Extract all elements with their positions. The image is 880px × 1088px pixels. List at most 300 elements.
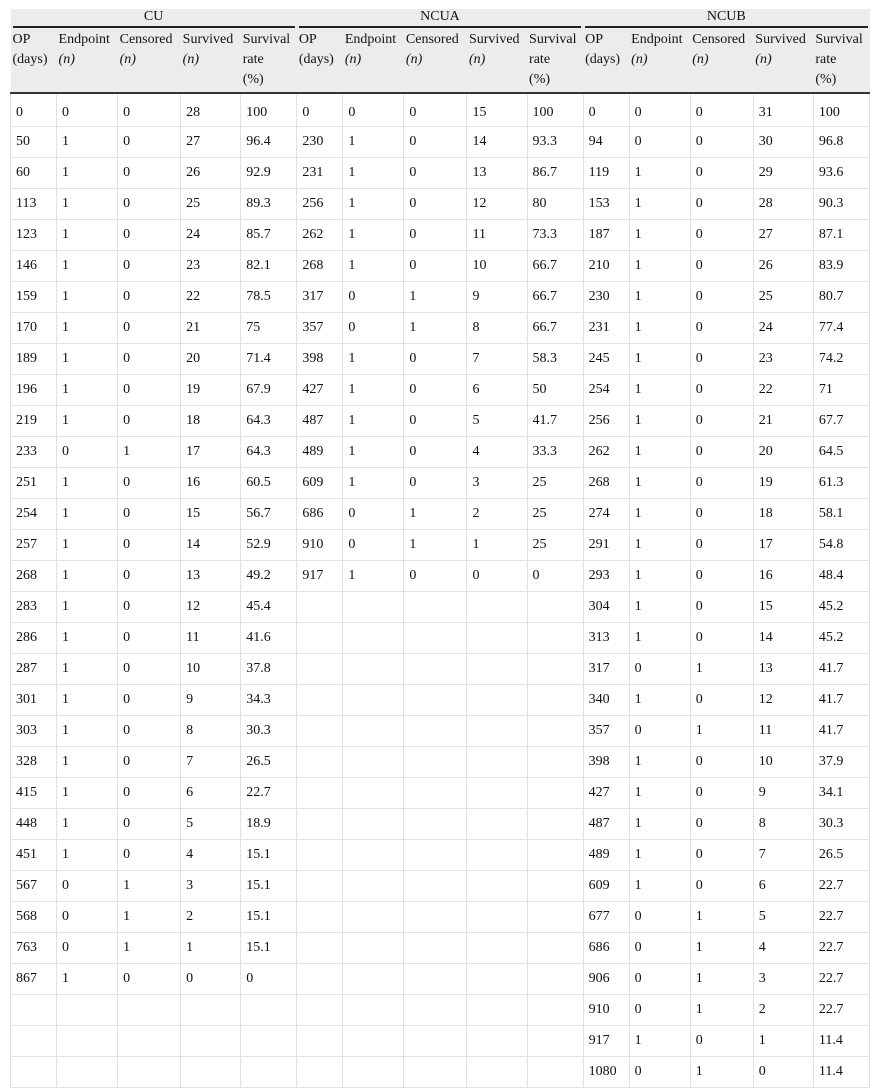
table-cell: 1 bbox=[118, 902, 181, 933]
table-cell: 1 bbox=[343, 468, 404, 499]
table-cell bbox=[118, 1026, 181, 1057]
table-cell: 0 bbox=[404, 93, 467, 127]
table-cell: 262 bbox=[297, 220, 343, 251]
table-cell: 9 bbox=[467, 282, 527, 313]
table-cell: 41.7 bbox=[813, 716, 869, 747]
table-cell: 1 bbox=[118, 871, 181, 902]
table-cell: 0 bbox=[629, 93, 690, 127]
table-cell: 2 bbox=[181, 902, 241, 933]
table-row bbox=[11, 840, 870, 871]
table-cell: 0 bbox=[690, 561, 753, 592]
table-cell: 0 bbox=[297, 93, 343, 127]
table-cell: 15 bbox=[467, 93, 527, 127]
table-cell bbox=[343, 747, 404, 778]
table-cell: 25 bbox=[753, 282, 813, 313]
column-header-line: Survived bbox=[755, 32, 806, 47]
table-cell: 0 bbox=[690, 344, 753, 375]
table-row bbox=[11, 716, 870, 747]
table-cell bbox=[404, 964, 467, 995]
table-cell: 448 bbox=[11, 809, 57, 840]
column-header-line: (%) bbox=[815, 72, 837, 87]
table-cell: 340 bbox=[583, 685, 629, 716]
table-cell: 1 bbox=[629, 561, 690, 592]
table-cell: 48.4 bbox=[813, 561, 869, 592]
table-row bbox=[11, 592, 870, 623]
table-cell: 50 bbox=[527, 375, 583, 406]
table-cell: 268 bbox=[11, 561, 57, 592]
table-cell: 317 bbox=[583, 654, 629, 685]
table-cell: 245 bbox=[583, 344, 629, 375]
table-cell: 1 bbox=[57, 716, 118, 747]
table-cell: 17 bbox=[181, 437, 241, 468]
table-cell bbox=[297, 902, 343, 933]
table-cell: 0 bbox=[57, 871, 118, 902]
table-cell: 31 bbox=[753, 93, 813, 127]
table-row bbox=[11, 406, 870, 437]
table-cell: 0 bbox=[343, 313, 404, 344]
table-cell: 15 bbox=[753, 592, 813, 623]
table-cell: 50 bbox=[11, 127, 57, 158]
table-cell bbox=[467, 933, 527, 964]
table-cell bbox=[467, 809, 527, 840]
table-row bbox=[11, 220, 870, 251]
table-cell: 0 bbox=[118, 127, 181, 158]
table-cell: 11.4 bbox=[813, 1026, 869, 1057]
table-cell bbox=[297, 933, 343, 964]
table-cell: 487 bbox=[583, 809, 629, 840]
table-cell: 34.3 bbox=[241, 685, 297, 716]
table-cell: 0 bbox=[690, 809, 753, 840]
table-cell: 0 bbox=[404, 251, 467, 282]
table-cell: 0 bbox=[118, 375, 181, 406]
table-cell: 0 bbox=[404, 127, 467, 158]
table-cell bbox=[404, 623, 467, 654]
table-cell: 0 bbox=[629, 902, 690, 933]
table-row bbox=[11, 251, 870, 282]
table-cell bbox=[404, 592, 467, 623]
table-cell bbox=[297, 840, 343, 871]
table-cell: 18 bbox=[181, 406, 241, 437]
table-cell: 357 bbox=[297, 313, 343, 344]
table-cell bbox=[467, 623, 527, 654]
table-cell bbox=[527, 902, 583, 933]
column-header-line: (n) bbox=[755, 52, 772, 67]
table-cell bbox=[343, 902, 404, 933]
table-row bbox=[11, 437, 870, 468]
table-cell bbox=[467, 902, 527, 933]
column-header-ncub-censored-n bbox=[690, 28, 753, 93]
table-cell: 11.4 bbox=[813, 1057, 869, 1088]
table-cell: 1 bbox=[343, 561, 404, 592]
table-cell: 0 bbox=[690, 189, 753, 220]
table-cell: 274 bbox=[583, 499, 629, 530]
table-cell: 1 bbox=[690, 933, 753, 964]
table-cell: 291 bbox=[583, 530, 629, 561]
table-cell: 1 bbox=[404, 499, 467, 530]
column-header-line: Endpoint bbox=[631, 32, 683, 47]
column-header-ncub-survival-rate bbox=[813, 28, 869, 93]
table-cell: 30.3 bbox=[241, 716, 297, 747]
table-cell: 230 bbox=[583, 282, 629, 313]
table-row bbox=[11, 530, 870, 561]
table-body bbox=[11, 93, 870, 1088]
table-cell: 0 bbox=[118, 561, 181, 592]
column-header-line: (n) bbox=[58, 52, 75, 67]
table-cell: 489 bbox=[583, 840, 629, 871]
table-cell: 7 bbox=[467, 344, 527, 375]
table-cell: 1 bbox=[57, 778, 118, 809]
table-cell: 1 bbox=[690, 654, 753, 685]
table-cell: 0 bbox=[629, 716, 690, 747]
table-cell bbox=[297, 747, 343, 778]
table-cell: 10 bbox=[753, 747, 813, 778]
table-cell: 12 bbox=[753, 685, 813, 716]
table-cell bbox=[343, 809, 404, 840]
table-cell: 0 bbox=[118, 840, 181, 871]
table-cell: 0 bbox=[690, 623, 753, 654]
table-cell: 41.7 bbox=[527, 406, 583, 437]
table-cell: 15.1 bbox=[241, 902, 297, 933]
table-cell bbox=[404, 685, 467, 716]
column-header-line: Censored bbox=[119, 32, 173, 47]
table-cell: 1 bbox=[629, 251, 690, 282]
table-cell: 0 bbox=[118, 313, 181, 344]
table-cell bbox=[527, 654, 583, 685]
table-cell: 0 bbox=[343, 499, 404, 530]
table-cell: 268 bbox=[297, 251, 343, 282]
table-cell: 21 bbox=[753, 406, 813, 437]
table-cell bbox=[297, 778, 343, 809]
table-cell: 15.1 bbox=[241, 840, 297, 871]
table-cell bbox=[404, 654, 467, 685]
table-cell: 86.7 bbox=[527, 158, 583, 189]
table-cell: 1 bbox=[343, 127, 404, 158]
table-row bbox=[11, 1026, 870, 1057]
table-cell: 0 bbox=[57, 933, 118, 964]
table-cell: 231 bbox=[583, 313, 629, 344]
table-cell: 22.7 bbox=[813, 902, 869, 933]
column-header-line: OP bbox=[585, 32, 604, 47]
table-cell: 0 bbox=[690, 93, 753, 127]
table-cell: 93.3 bbox=[527, 127, 583, 158]
table-cell: 0 bbox=[629, 964, 690, 995]
table-cell: 67.9 bbox=[241, 375, 297, 406]
table-cell: 0 bbox=[241, 964, 297, 995]
table-cell: 52.9 bbox=[241, 530, 297, 561]
table-cell: 1 bbox=[404, 530, 467, 561]
table-cell: 1 bbox=[57, 406, 118, 437]
table-cell bbox=[181, 1026, 241, 1057]
table-cell: 0 bbox=[118, 158, 181, 189]
table-cell: 0 bbox=[181, 964, 241, 995]
table-cell: 230 bbox=[297, 127, 343, 158]
table-cell bbox=[297, 871, 343, 902]
table-cell: 67.7 bbox=[813, 406, 869, 437]
table-cell: 153 bbox=[583, 189, 629, 220]
table-cell: 0 bbox=[118, 406, 181, 437]
table-cell: 303 bbox=[11, 716, 57, 747]
table-cell bbox=[404, 995, 467, 1026]
table-cell: 22.7 bbox=[241, 778, 297, 809]
table-cell: 0 bbox=[690, 220, 753, 251]
table-cell bbox=[181, 1057, 241, 1088]
table-cell: 0 bbox=[690, 1026, 753, 1057]
table-cell: 15.1 bbox=[241, 933, 297, 964]
table-cell: 427 bbox=[583, 778, 629, 809]
table-cell: 0 bbox=[690, 127, 753, 158]
table-cell: 5 bbox=[181, 809, 241, 840]
table-cell: 256 bbox=[583, 406, 629, 437]
table-cell: 13 bbox=[753, 654, 813, 685]
table-cell bbox=[527, 1026, 583, 1057]
table-cell: 9 bbox=[181, 685, 241, 716]
table-cell: 30 bbox=[753, 127, 813, 158]
column-header-line: (n) bbox=[631, 52, 648, 67]
table-cell bbox=[11, 1026, 57, 1057]
table-cell: 170 bbox=[11, 313, 57, 344]
table-cell: 254 bbox=[583, 375, 629, 406]
table-cell: 16 bbox=[181, 468, 241, 499]
group-header-cu: CU bbox=[11, 9, 297, 28]
table-cell: 23 bbox=[753, 344, 813, 375]
table-cell: 7 bbox=[753, 840, 813, 871]
table-cell bbox=[467, 1026, 527, 1057]
table-cell: 0 bbox=[118, 499, 181, 530]
table-cell: 231 bbox=[297, 158, 343, 189]
column-header-line: (%) bbox=[242, 72, 264, 87]
group-header-row bbox=[11, 9, 870, 28]
table-row bbox=[11, 933, 870, 964]
table-cell: 0 bbox=[629, 127, 690, 158]
table-cell bbox=[343, 995, 404, 1026]
table-cell: 1 bbox=[629, 592, 690, 623]
table-cell: 0 bbox=[118, 592, 181, 623]
table-cell: 66.7 bbox=[527, 282, 583, 313]
table-cell: 0 bbox=[629, 995, 690, 1026]
table-cell: 0 bbox=[11, 93, 57, 127]
table-cell: 60 bbox=[11, 158, 57, 189]
table-row bbox=[11, 778, 870, 809]
table-cell: 0 bbox=[343, 282, 404, 313]
column-header-cu-survived-n bbox=[181, 28, 241, 93]
table-cell bbox=[343, 964, 404, 995]
table-row bbox=[11, 189, 870, 220]
column-header-cu-endpoint-n bbox=[57, 28, 118, 93]
table-cell: 0 bbox=[690, 468, 753, 499]
table-row bbox=[11, 127, 870, 158]
table-cell: 304 bbox=[583, 592, 629, 623]
table-row bbox=[11, 747, 870, 778]
table-cell: 286 bbox=[11, 623, 57, 654]
table-cell: 219 bbox=[11, 406, 57, 437]
table-cell: 23 bbox=[181, 251, 241, 282]
table-cell bbox=[467, 995, 527, 1026]
column-header-ncua-op-days bbox=[297, 28, 343, 93]
table-cell: 22.7 bbox=[813, 933, 869, 964]
table-cell bbox=[467, 964, 527, 995]
table-cell: 0 bbox=[404, 406, 467, 437]
table-cell: 1 bbox=[343, 344, 404, 375]
table-cell: 0 bbox=[343, 530, 404, 561]
table-cell: 568 bbox=[11, 902, 57, 933]
table-cell: 27 bbox=[753, 220, 813, 251]
table-cell bbox=[527, 840, 583, 871]
table-cell: 123 bbox=[11, 220, 57, 251]
table-cell: 8 bbox=[467, 313, 527, 344]
table-cell: 210 bbox=[583, 251, 629, 282]
table-cell: 0 bbox=[404, 375, 467, 406]
table-cell: 0 bbox=[57, 902, 118, 933]
table-cell: 0 bbox=[404, 437, 467, 468]
table-cell: 0 bbox=[118, 468, 181, 499]
table-cell bbox=[343, 592, 404, 623]
table-cell: 4 bbox=[467, 437, 527, 468]
table-cell: 1 bbox=[629, 344, 690, 375]
column-header-line: (%) bbox=[529, 72, 551, 87]
table-cell: 94 bbox=[583, 127, 629, 158]
table-cell: 0 bbox=[690, 251, 753, 282]
table-cell: 96.8 bbox=[813, 127, 869, 158]
table-cell: 100 bbox=[241, 93, 297, 127]
table-cell bbox=[467, 871, 527, 902]
table-cell: 64.3 bbox=[241, 406, 297, 437]
table-cell bbox=[343, 685, 404, 716]
table-cell: 1 bbox=[629, 623, 690, 654]
column-header-line: Survival bbox=[242, 32, 291, 47]
table-cell bbox=[404, 778, 467, 809]
table-cell: 0 bbox=[57, 437, 118, 468]
table-cell: 1 bbox=[57, 623, 118, 654]
table-cell: 4 bbox=[753, 933, 813, 964]
table-cell bbox=[241, 995, 297, 1026]
table-cell bbox=[527, 995, 583, 1026]
table-cell: 93.6 bbox=[813, 158, 869, 189]
table-cell bbox=[297, 1057, 343, 1088]
table-cell bbox=[404, 716, 467, 747]
table-cell: 0 bbox=[583, 93, 629, 127]
table-cell: 257 bbox=[11, 530, 57, 561]
table-cell: 0 bbox=[690, 592, 753, 623]
column-header-line: Censored bbox=[692, 32, 746, 47]
table-cell: 25 bbox=[181, 189, 241, 220]
column-header-line: rate bbox=[242, 52, 264, 67]
table-row bbox=[11, 964, 870, 995]
table-cell: 3 bbox=[181, 871, 241, 902]
table-cell: 80.7 bbox=[813, 282, 869, 313]
column-header-line: (days) bbox=[12, 52, 48, 67]
table-cell: 1 bbox=[404, 313, 467, 344]
table-cell: 5 bbox=[467, 406, 527, 437]
table-cell: 14 bbox=[181, 530, 241, 561]
table-cell: 45.4 bbox=[241, 592, 297, 623]
table-cell: 1 bbox=[629, 313, 690, 344]
table-cell: 2 bbox=[753, 995, 813, 1026]
table-row bbox=[11, 375, 870, 406]
table-cell: 2 bbox=[467, 499, 527, 530]
table-cell: 11 bbox=[467, 220, 527, 251]
table-cell: 268 bbox=[583, 468, 629, 499]
table-cell: 1 bbox=[629, 189, 690, 220]
table-cell: 22.7 bbox=[813, 871, 869, 902]
table-cell: 28 bbox=[753, 189, 813, 220]
table-cell bbox=[241, 1057, 297, 1088]
table-cell: 9 bbox=[753, 778, 813, 809]
table-cell: 1 bbox=[57, 964, 118, 995]
survival-table-container bbox=[10, 9, 870, 1088]
table-cell: 1 bbox=[629, 406, 690, 437]
table-row bbox=[11, 282, 870, 313]
table-cell: 34.1 bbox=[813, 778, 869, 809]
table-cell: 293 bbox=[583, 561, 629, 592]
table-cell bbox=[527, 747, 583, 778]
table-cell: 64.5 bbox=[813, 437, 869, 468]
table-cell bbox=[467, 1057, 527, 1088]
table-cell: 427 bbox=[297, 375, 343, 406]
table-cell: 18 bbox=[753, 499, 813, 530]
table-row bbox=[11, 902, 870, 933]
table-cell: 1 bbox=[690, 902, 753, 933]
table-cell: 1 bbox=[629, 871, 690, 902]
table-cell bbox=[343, 716, 404, 747]
column-header-line: Endpoint bbox=[344, 32, 397, 47]
table-cell bbox=[343, 840, 404, 871]
table-cell: 567 bbox=[11, 871, 57, 902]
table-cell: 910 bbox=[297, 530, 343, 561]
table-cell: 313 bbox=[583, 623, 629, 654]
table-cell: 3 bbox=[467, 468, 527, 499]
table-cell: 100 bbox=[527, 93, 583, 127]
table-cell: 917 bbox=[297, 561, 343, 592]
table-cell: 0 bbox=[690, 685, 753, 716]
table-cell: 83.9 bbox=[813, 251, 869, 282]
column-header-row bbox=[11, 28, 870, 93]
table-cell: 256 bbox=[297, 189, 343, 220]
table-cell: 19 bbox=[181, 375, 241, 406]
table-cell: 233 bbox=[11, 437, 57, 468]
column-header-line: rate bbox=[815, 52, 837, 67]
table-cell bbox=[343, 623, 404, 654]
table-cell bbox=[467, 685, 527, 716]
table-cell bbox=[297, 964, 343, 995]
column-header-ncua-censored-n bbox=[404, 28, 467, 93]
table-row bbox=[11, 654, 870, 685]
table-cell bbox=[297, 809, 343, 840]
table-row bbox=[11, 468, 870, 499]
table-cell: 16 bbox=[753, 561, 813, 592]
table-cell: 26 bbox=[181, 158, 241, 189]
column-header-line: Survived bbox=[468, 32, 520, 47]
table-row bbox=[11, 1057, 870, 1088]
table-cell: 58.3 bbox=[527, 344, 583, 375]
table-cell: 1 bbox=[57, 685, 118, 716]
table-cell: 283 bbox=[11, 592, 57, 623]
table-cell: 29 bbox=[753, 158, 813, 189]
table-cell bbox=[467, 592, 527, 623]
table-cell bbox=[343, 1057, 404, 1088]
table-cell: 3 bbox=[753, 964, 813, 995]
table-cell: 90.3 bbox=[813, 189, 869, 220]
table-cell: 66.7 bbox=[527, 251, 583, 282]
table-cell: 26.5 bbox=[241, 747, 297, 778]
table-cell: 45.2 bbox=[813, 592, 869, 623]
table-cell: 1 bbox=[57, 313, 118, 344]
table-cell: 1 bbox=[57, 499, 118, 530]
table-cell: 1 bbox=[343, 251, 404, 282]
table-row bbox=[11, 499, 870, 530]
table-cell: 73.3 bbox=[527, 220, 583, 251]
table-cell: 21 bbox=[181, 313, 241, 344]
table-cell: 0 bbox=[690, 437, 753, 468]
